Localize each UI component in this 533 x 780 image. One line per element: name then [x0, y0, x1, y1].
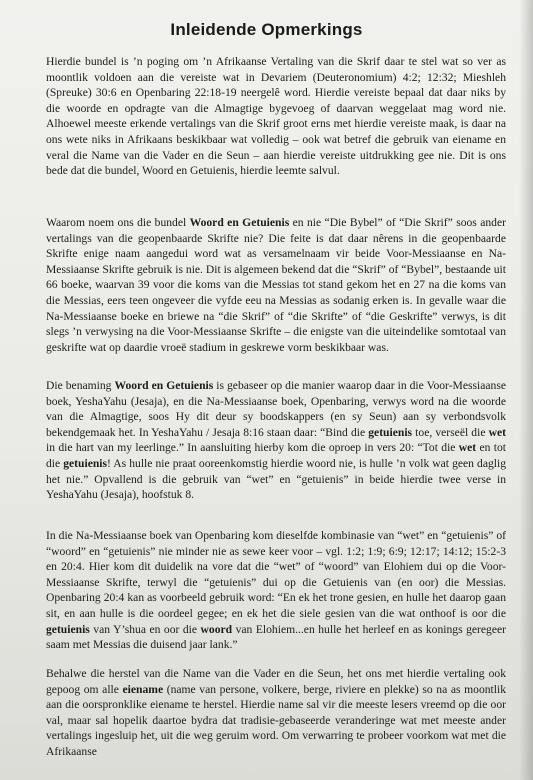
- paragraph-text: van Elohiem...en hulle het herleef en as konings geregeer saam met Messias die duisend jaar lank.”: [46, 622, 506, 652]
- bold-term: getuienis: [46, 622, 90, 636]
- page-title: Inleidende Opmerkings: [170, 20, 363, 39]
- paragraph-4: [46, 528, 506, 653]
- bold-term: Woord en Getuienis: [114, 379, 214, 392]
- paragraph-2: [46, 215, 506, 355]
- bold-term: eiename: [122, 682, 164, 696]
- paragraph-1: [46, 54, 506, 179]
- paragraph-text: is gebaseer op die manier waarop daar in die Voor-Messiaanse boek, YeshaYahu (Jesaja), en die Na-Messiaanse boek, Openbaring, verwys word na die woorde van die Almagtige, soos Hy dit deur sy boodskappers (en sy Seun) aan sy verbondsvolk bekendgemaak het. In YeshaYahu / Jesaja 8:16 staan daar: “Bind die: [46, 379, 506, 439]
- paragraph-text: Hierdie bundel is ’n poging om ’n Afrikaanse Vertaling van die Skrif daar te stel wat so ver as moontlik voldoen aan die vereiste wat in Devariem (Deuteronomium) 4:2; 12:32; Mieshleh (Spreuke) 30:6 en Openbaring 22:18-19 neergelê word. Hierdie vereiste bepaal dat daar niks by die woorde en opdragte van die Almagtige bygevoeg of daarvan weggelaat mag word nie. Alhoewel meeste erkende vertalings van die Skrif groot erns met hierdie vereiste maak, is daar na ons wete niks in Afrikaans beskikbaar wat volledig – ook wat betref die gebruik van eiename en veral die Name van die Vader en die Seun – aan hierdie vereiste uitdrukking gee nie. Dit is ons bede dat die bundel, Woord en Getuienis, hierdie leemte salvul.: [46, 55, 506, 178]
- bold-term: getuienis: [63, 456, 108, 470]
- paragraph-text: en nie “Die Bybel” of “Die Skrif” soos ander vertalings van die geopenbaarde Skrifte nie? Die feite is dat daar nêrens in die geopenbaarde Skrifte enige naam aangedui word wat as versamelnaam vir beide Voor-Messiaanse en Na-Messiaanse Skrifte gebruik is nie. Dit is algemeen bekend dat die “Skrif” of “Bybel”, bestaande uit 66 boeke, waarvan 39 voor die koms van die Messias tot stand gekom het en 27 na die koms van die Messias, eers teen ongeveer die vyfde eeu na Messias as sodanig erken is. In gevalle waar die Na-Messiaanse boeke en briewe na “die Skrif” of “die Skrifte” of “die Geskrifte” verwys, is dit slegs ’n verwysing na die Voor-Messiaanse Skrifte – die enigste van die uiteindelike somtotaal van geskrifte wat op daardie vroeë stadium in geskrewe vorm beskikbaar was.: [46, 216, 506, 354]
- paragraph-text: (name van persone, volkere, berge, riviere en plekke) so na as moontlik aan die oorspronklike eiename te herstel. Hierdie name sal vir die meeste lesers vreemd op die oor val, maar sal hopelik daartoe bydra dat tradisie-gebaseerde veranderinge wat met meeste ander vertalings ingesluip het, uit die weg geruim word. Om verwarring te probeer voorkom wat met die Afrikaanse: [46, 682, 506, 758]
- paragraph-text: toe, verseël die: [412, 425, 489, 439]
- paragraph-text: Die benaming: [46, 379, 115, 392]
- bold-term: getuienis: [368, 425, 413, 439]
- paragraph-text: in die hart van my leerlinge.” In aansluiting hierby kom die oproep in vers 20: “Tot die: [46, 441, 459, 455]
- paragraph-text: Waarom noem ons die bundel: [46, 216, 190, 229]
- paragraph-text: ! As hulle nie praat ooreenkomstig hierdie woord nie, is hulle ’n volk wat geen daglig het nie.” Opvallend is die gebruik van “wet” en “getuienis” in beide hierdie twee verse in YeshaYahu (Jesaja), hoofstuk 8.: [46, 456, 506, 502]
- paragraph-text: In die Na-Messiaanse boek van Openbaring kom dieselfde kombinasie van “wet” en “getuienis” of “woord” en “getuienis” nie minder nie as sewe keer voor – vgl. 1:2; 1:9; 6:9; 12:17; 14:12; 15:2-3 en 20:4. Hier kom dit duidelik na vore dat die “wet” of “woord” van Elohiem dui op die Voor-Messiaanse Skrifte, terwyl die “getuienis” dui op die Getuienis van (en oor) die Messias. Openbaring 20:4 kan as voorbeeld gebruik word: “En ek het trone gesien, en hulle het daarop gaan sit, en aan hulle is die oordeel gegee; en ek het die siele gesien van die wat onthoof is oor die: [46, 529, 506, 620]
- paragraph-3: [46, 378, 506, 503]
- bold-term: wet: [488, 425, 506, 439]
- paragraph-text: van Y’shua en oor die: [89, 622, 201, 636]
- bold-term: woord: [200, 622, 233, 636]
- bold-term: Woord en Getuienis: [189, 216, 290, 229]
- paragraph-5: [46, 666, 506, 760]
- paragraph-text: Behalwe die herstel van die Name van die Vader en die Seun, het ons met hierdie vertaling ook gepoog om alle: [46, 667, 506, 696]
- paragraph-text: en tot die: [46, 441, 506, 470]
- bold-term: wet: [458, 441, 477, 455]
